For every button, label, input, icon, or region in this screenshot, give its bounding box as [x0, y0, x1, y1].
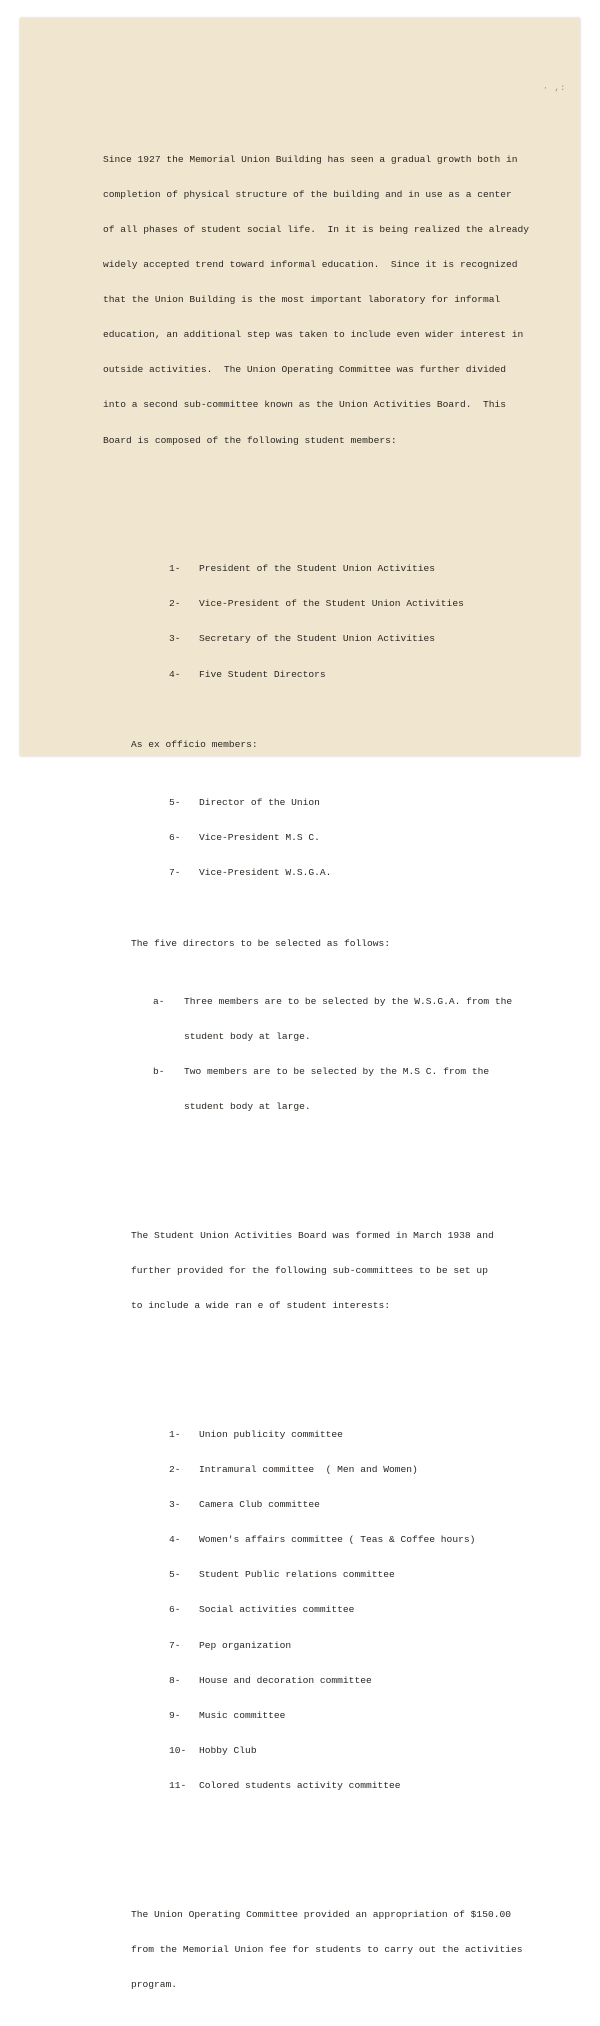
ex-officio-list	[103, 774, 523, 903]
list-item-continuation: student body at large.	[184, 1031, 311, 1043]
text-line: widely accepted trend toward informal education. Since it is recognized	[103, 259, 518, 271]
text-line: The Student Union Activities Board was formed in March 1938 and	[131, 1230, 494, 1242]
list-item: 10- Hobby Club	[169, 1744, 257, 1756]
text-line: further provided for the following sub-committees to be set up	[131, 1265, 488, 1277]
list-item: 5- Student Public relations committee	[169, 1569, 395, 1581]
text-line: completion of physical structure of the building and in use as a center	[103, 188, 512, 200]
text-line: Since 1927 the Memorial Union Building has seen a gradual growth both in	[103, 153, 518, 165]
typed-document-body	[103, 107, 530, 2026]
list-item: 3- Secretary of the Student Union Activities	[169, 633, 436, 645]
text-line: of all phases of student social life. In it is being realized the already	[103, 224, 530, 235]
list-item: 8- House and decoration committee	[169, 1674, 372, 1686]
list-item: 11- Colored students activity committee	[169, 1779, 401, 1791]
student-members-list	[103, 540, 523, 704]
list-item: 6- Vice-President M.S C.	[169, 832, 320, 844]
list-item: 4- Five Student Directors	[169, 668, 326, 680]
subcommittees-list	[103, 1406, 523, 1815]
text-line: program.	[131, 1978, 178, 1990]
list-item: 2- Vice-President of the Student Union Activities	[169, 598, 464, 610]
list-item: 9- Music committee	[169, 1709, 286, 1721]
list-item: 7- Pep organization	[169, 1639, 292, 1651]
text-line: The Union Operating Committee provided an appropriation of $150.00	[131, 1908, 511, 1920]
list-item: b- Two members are to be selected by the M.S C. from the	[153, 1066, 490, 1078]
selection-rules-list	[103, 973, 523, 1137]
text-line: into a second sub-committee known as the Union Activities Board. This	[103, 399, 507, 411]
closing-paragraph	[103, 1885, 523, 2014]
ex-officio-heading: As ex officio members:	[131, 738, 258, 750]
list-item: 2- Intramural committee ( Men and Women)	[169, 1464, 418, 1476]
list-item-continuation: student body at large.	[184, 1101, 311, 1113]
text-line: Board is composed of the following student members:	[103, 434, 397, 446]
list-item: a- Three members are to be selected by the W.S.G.A. from the	[153, 996, 513, 1008]
page-corner-mark: · ,:	[543, 84, 567, 93]
list-item: 6- Social activities committee	[169, 1604, 355, 1616]
list-item: 7- Vice-President W.S.G.A.	[169, 867, 332, 879]
directors-heading: The five directors to be selected as follows:	[131, 937, 391, 949]
list-item: 3- Camera Club committee	[169, 1499, 320, 1511]
intro-paragraph	[103, 130, 530, 469]
text-line: to include a wide ran e of student interests:	[131, 1300, 391, 1312]
list-item: 5- Director of the Union	[169, 797, 320, 809]
text-line: outside activities. The Union Operating Committee was further divided	[103, 364, 507, 376]
text-line: education, an additional step was taken to include even wider interest in	[103, 329, 524, 341]
board-paragraph	[103, 1207, 523, 1336]
list-item: 1- President of the Student Union Activities	[169, 563, 436, 575]
list-item: 1- Union publicity committee	[169, 1429, 343, 1441]
list-item: 4- Women's affairs committee ( Teas & Coffee hours)	[169, 1534, 476, 1546]
text-line: that the Union Building is the most important laboratory for informal	[103, 294, 501, 306]
text-line: from the Memorial Union fee for students to carry out the activities	[131, 1943, 523, 1955]
